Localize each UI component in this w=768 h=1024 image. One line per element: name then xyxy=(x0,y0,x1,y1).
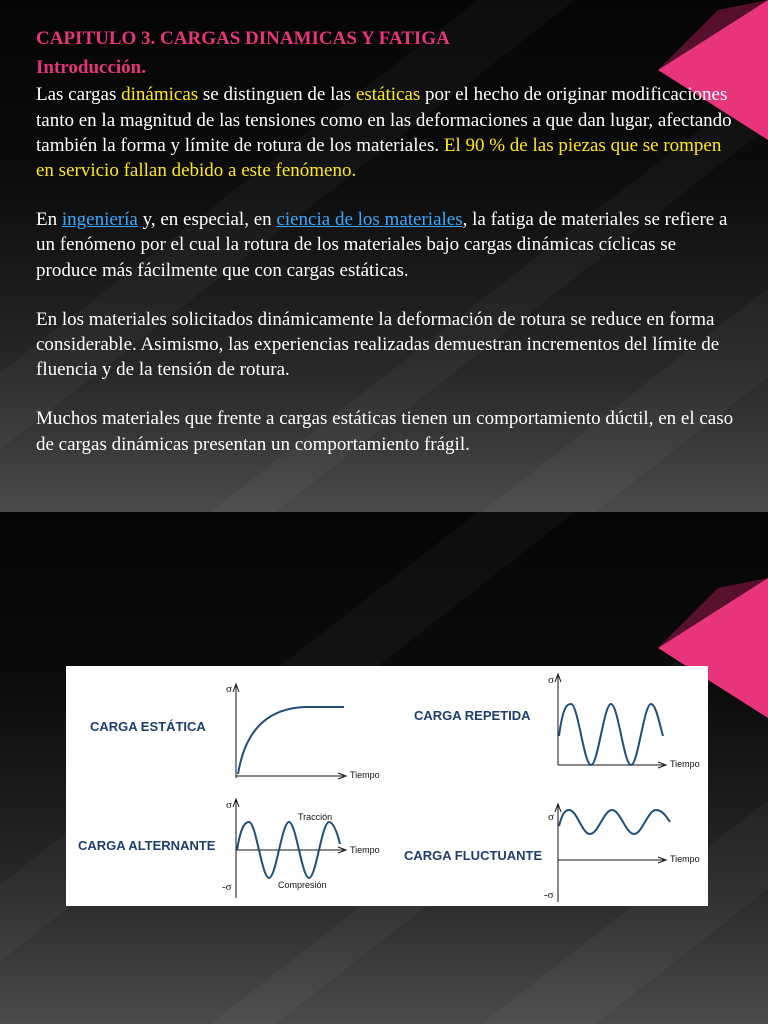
paragraph-ductile-fragile: Muchos materiales que frente a cargas estáticas tienen un comportamiento dúctil, en el caso de cargas dinámicas presentan un comportamiento frágil. xyxy=(36,408,734,455)
compression-label: Compresión xyxy=(278,880,327,890)
text-run: , la fatiga de materiales se refiere a un fenómeno por el cual la rotura de los materiales bajo cargas dinámicas cíclicas se produce más fácilmente que con cargas estáticas. xyxy=(36,209,728,281)
paragraph-fatigue-definition xyxy=(36,207,736,283)
link-ingenieria[interactable]: ingeniería xyxy=(61,209,138,231)
traction-label: Tracción xyxy=(298,812,333,822)
section-subtitle xyxy=(36,55,736,80)
fluctuating-load-curve xyxy=(559,810,670,834)
load-types-diagram xyxy=(66,666,708,906)
time-label: Tiempo xyxy=(350,770,380,780)
time-label: Tiempo xyxy=(350,845,380,855)
label-carga-repetida: CARGA REPETIDA xyxy=(414,708,531,723)
text-run: por el hecho de originar modificaciones tanto en la magnitud de las tensiones como en las deformaciones a que dan lugar, afectando también la forma y límite de rotura de los materiales. xyxy=(36,84,732,156)
highlight-90-percent: El 90 % de las piezas que se rompen en servicio fallan debido a este fenómeno. xyxy=(36,134,722,182)
sigma-label: σ xyxy=(226,799,232,811)
repeated-load-curve xyxy=(559,704,663,765)
sigma-label: σ xyxy=(226,683,232,695)
static-load-curve xyxy=(238,707,344,774)
sigma-label: σ xyxy=(548,811,554,823)
load-types-figure xyxy=(66,666,708,906)
text-run: En xyxy=(36,209,62,231)
neg-sigma-label: -σ xyxy=(544,889,554,901)
paragraph-deformation: En los materiales solicitados dinámicamente la deformación de rotura se reduce en forma considerable. Asimismo, las experiencias realizadas demuestran incrementos del límite de fluencia y de la tensión de rotura. xyxy=(36,308,720,381)
slide-load-types xyxy=(0,512,768,1024)
label-carga-alternante: CARGA ALTERNANTE xyxy=(78,838,216,853)
text-run: Las cargas xyxy=(36,84,122,106)
highlight-estaticas: estáticas xyxy=(355,84,421,106)
time-label: Tiempo xyxy=(670,854,700,864)
label-carga-fluctuante: CARGA FLUCTUANTE xyxy=(404,848,543,863)
link-ciencia-materiales[interactable]: ciencia de los materiales xyxy=(276,209,463,231)
subtitle-text: Introducción xyxy=(36,57,142,79)
paragraph-dynamic-loads xyxy=(36,82,736,183)
text-run: se distinguen de las xyxy=(198,84,356,106)
neg-sigma-label: -σ xyxy=(222,881,232,893)
highlight-dinamicas: dinámicas xyxy=(121,84,199,106)
sigma-label: σ xyxy=(548,674,554,686)
text-run: y, en especial, en xyxy=(137,209,277,231)
subtitle-dot: . xyxy=(141,57,146,79)
intro-text-block xyxy=(36,26,736,481)
chapter-title: CAPITULO 3. CARGAS DINAMICAS Y FATIGA xyxy=(36,28,450,49)
time-label: Tiempo xyxy=(670,759,700,769)
label-carga-estatica: CARGA ESTÁTICA xyxy=(90,719,206,734)
